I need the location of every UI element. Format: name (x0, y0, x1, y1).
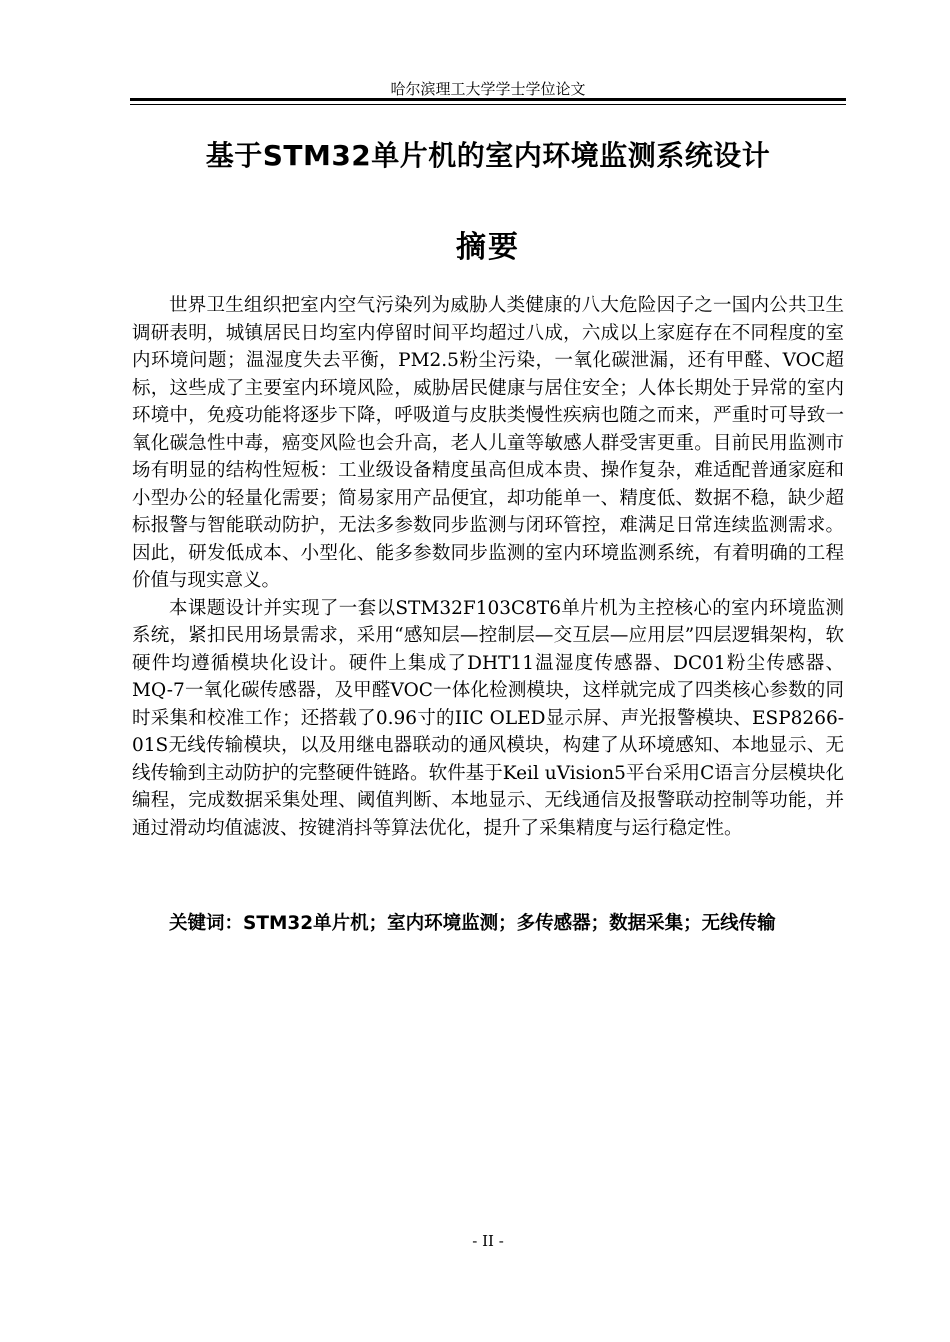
keywords-line: 关键词：STM32单片机；室内环境监测；多传感器；数据采集；无线传输 (169, 913, 776, 934)
abstract-heading: 摘要 (456, 230, 520, 265)
page-number: - II - (472, 1232, 504, 1250)
header-rule-thick (130, 98, 846, 101)
abstract-paragraph-2: 本课题设计并实现了一套以STM32F103C8T6单片机为主控核心的室内环境监测系统，紧扣民用场景需求，采用“感知层—控制层—交互层—应用层”四层逻辑架构，软硬件均遵循模块化设计。硬件上集成了DHT11温湿度传感器、DC01粉尘传感器、MQ-7一氧化碳传感器，及甲醛VOC一体化检测模块，这样就完成了四类核心参数的同时采集和校准工作；还搭载了0.96寸的IIC OLED显示屏、声光报警模块、ESP8266-01S无线传输模块，以及用继电器联动的通风模块，构建了从环境感知、本地显示、无线传输到主动防护的完整硬件链路。软件基于Keil uVision5平台采用C语言分层模块化编程，完成数据采集处理、阈值判断、本地显示、无线通信及报警联动控制等功能，并通过滑动均值滤波、按键消抖等算法优化，提升了采集精度与运行稳定性。 (132, 597, 844, 839)
running-header: 哈尔滨理工大学学士学位论文 (390, 80, 586, 98)
abstract-body (132, 292, 844, 842)
thesis-title: 基于STM32单片机的室内环境监测系统设计 (205, 139, 771, 172)
abstract-paragraph-1: 世界卫生组织把室内空气污染列为威胁人类健康的八大危险因子之一国内公共卫生调研表明，城镇居民日均室内停留时间平均超过八成，六成以上家庭存在不同程度的室内环境问题；温湿度失去平衡，PM2.5粉尘污染，一氧化碳泄漏，还有甲醛、VOC超标，这些成了主要室内环境风险，威胁居民健康与居住安全；人体长期处于异常的室内环境中，免疫功能将逐步下降，呼吸道与皮肤类慢性疾病也随之而来，严重时可导致一氧化碳急性中毒，癌变风险也会升高，老人儿童等敏感人群受害更重。目前民用监测市场有明显的结构性短板：工业级设备精度虽高但成本贵、操作复杂，难适配普通家庭和小型办公的轻量化需要；简易家用产品便宜，却功能单一、精度低、数据不稳，缺少超标报警与智能联动防护，无法多参数同步监测与闭环管控，难满足日常连续监测需求。因此，研发低成本、小型化、能多参数同步监测的室内环境监测系统，有着明确的工程价值与现实意义。 (132, 295, 844, 591)
header-rule-thin (130, 104, 846, 105)
